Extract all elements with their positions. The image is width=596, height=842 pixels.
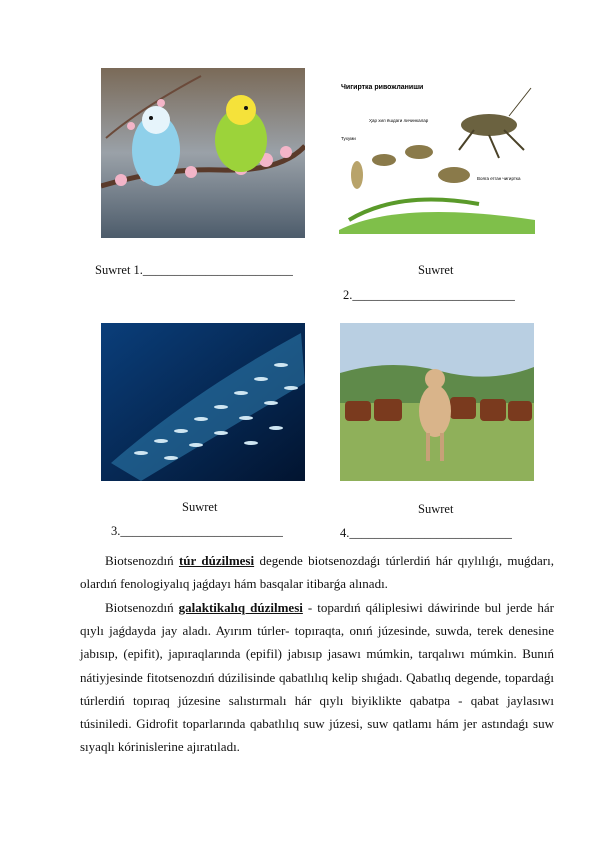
svg-text:Ҳар хил ёшдаги личинкалар: Ҳар хил ёшдаги личинкалар — [369, 118, 429, 123]
svg-text:Тухуми: Тухуми — [341, 136, 356, 141]
diagram-title: Чигиртка ривожланиши — [341, 84, 424, 91]
parrots-photo — [101, 68, 305, 238]
figure-2-caption: Suwret — [418, 263, 454, 277]
figure-3-caption-blank: 3.__________________________ — [111, 524, 283, 538]
figure-4-caption-blank: 4.__________________________ — [340, 526, 512, 540]
paragraph-species-structure: Biotsenozdıń túr dúzilmesi degende biotsenozdaǵı túrlerdiń hár qıylılıǵı, muǵdarı, olardıń fenologiyalıq jaǵdayı hám basqalar itibarǵa alınadı. — [80, 553, 554, 592]
svg-text:Вояга етган чигиртка: Вояга етган чигиртка — [477, 176, 521, 181]
paragraph-spatial-structure: Biotsenozdıń galaktikalıq dúzilmesi - topardıń qáliplesiwi dáwirinde bul jerde hár qıylı jaǵdayda jay aladı. Ayırım túrler- topıraqta, onıń júzesinde, suwda, terek denesine jabısıp, (epifit), japıraqlarında (epifil) jabısıp jasawı múmkin, tarqalıwı múmkin. Bunıń nátiyjesinde fitotsenozdıń dúzilisinde qabatlılıq kelip shıǵadı. Qabatlıq degende, topardaǵı túrlerdiń topıraq júzesine salıstırmalı hár qıylı biyiklikte qabatpa - qabat jaylasıwı túsiniledi. Gidrofit toparlarında qabatlılıq suw júzesi, suw qatlamı hám jer astındaǵı suw sıyaqlı kórinislerine ajıratıladı. — [80, 600, 554, 755]
term-spatial-structure: galaktikalıq dúzilmesi — [178, 600, 303, 615]
figure-3-caption: Suwret — [182, 500, 218, 514]
figure-2-caption-blank: 2.__________________________ — [343, 288, 515, 302]
term-species-structure: túr dúzilmesi — [178, 553, 255, 568]
figure-1-caption: Suwret 1.________________________ — [95, 263, 293, 277]
cattle-herd-photo — [340, 323, 534, 481]
figure-4-caption: Suwret — [418, 502, 454, 516]
fish-school-photo — [101, 323, 305, 481]
grasshopper-development-diagram — [339, 80, 535, 234]
